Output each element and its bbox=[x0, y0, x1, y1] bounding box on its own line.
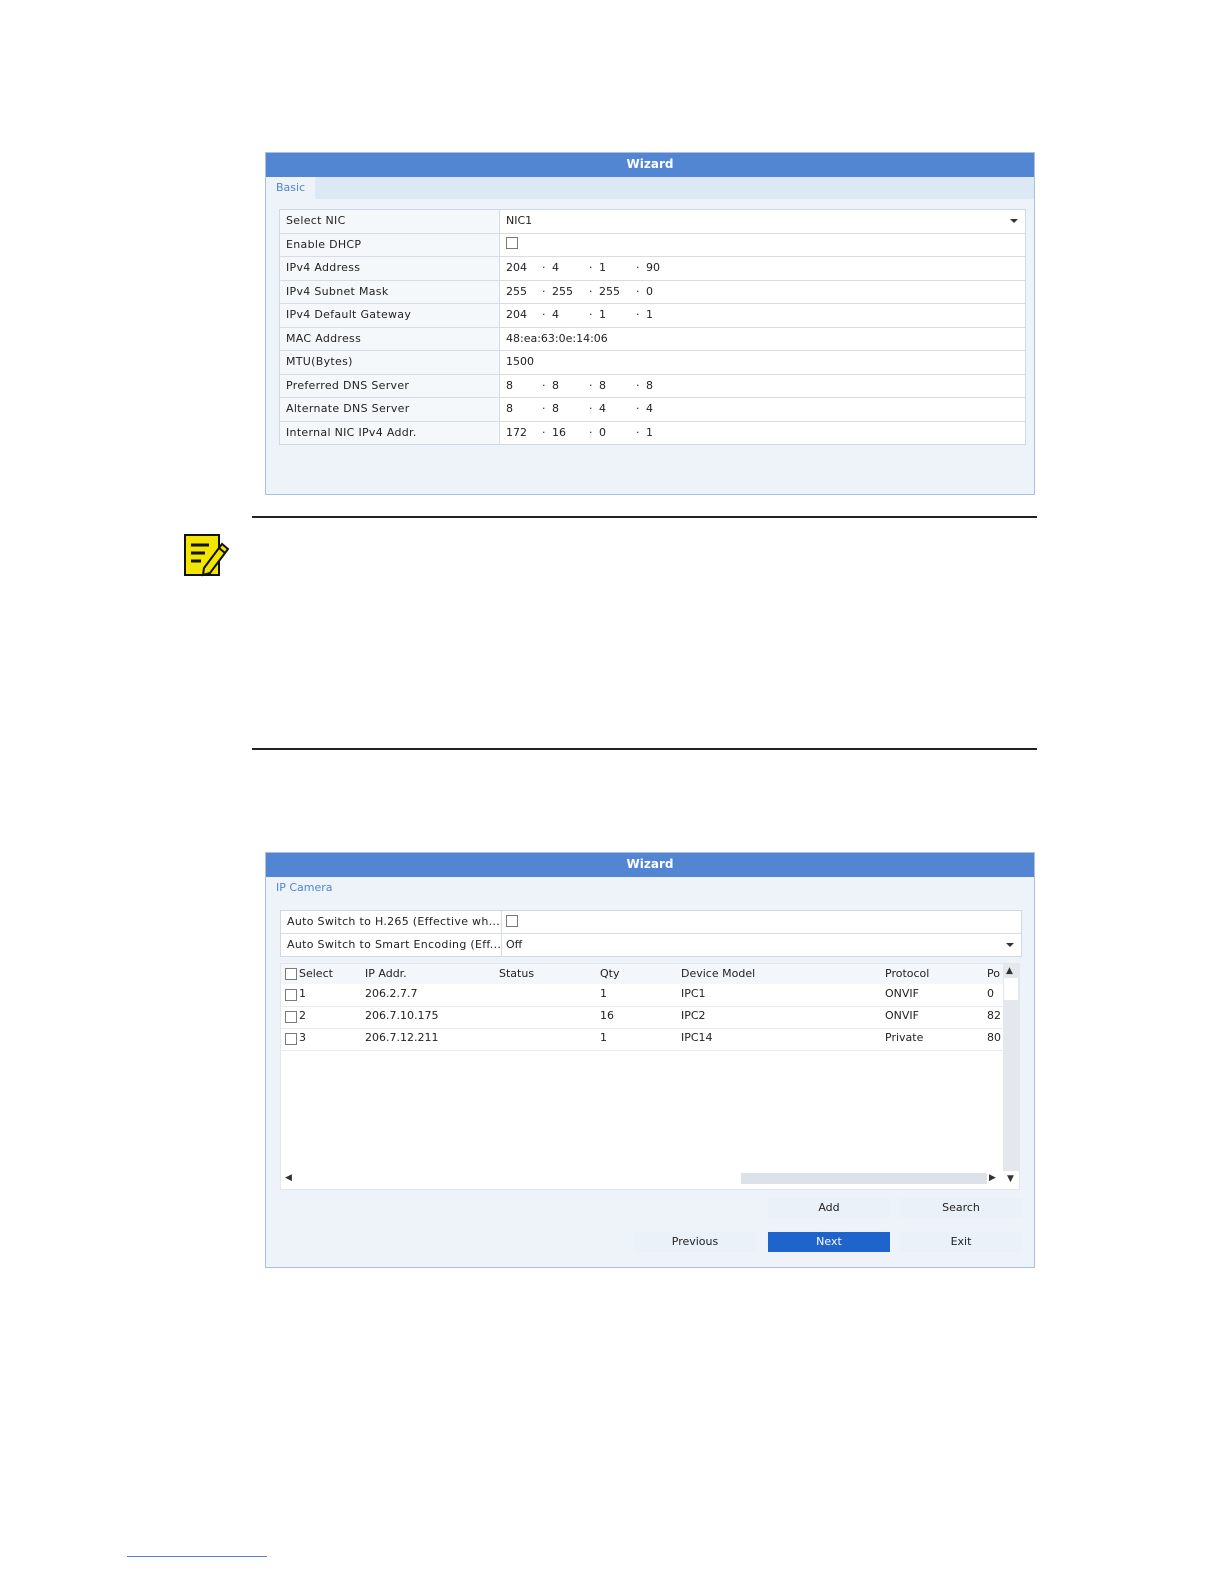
select-all-checkbox[interactable] bbox=[285, 968, 297, 980]
add-button[interactable]: Add bbox=[768, 1198, 890, 1218]
smart-encoding-select[interactable] bbox=[502, 934, 1021, 956]
field-label: Auto Switch to H.265 (Effective wh... bbox=[281, 911, 502, 933]
row-select-nic bbox=[280, 210, 1025, 234]
horizontal-scrollbar[interactable] bbox=[281, 1171, 1003, 1186]
ip-cell: 206.7.12.211 bbox=[365, 1031, 439, 1044]
tab-bar bbox=[266, 877, 1034, 899]
dot-separator: · bbox=[636, 308, 640, 321]
octet-1[interactable]: 204 bbox=[506, 308, 527, 321]
port-cell: 80 bbox=[987, 1031, 1001, 1044]
subnet-mask-input[interactable] bbox=[500, 281, 1025, 304]
note-pencil-icon bbox=[184, 532, 230, 578]
qty-cell: 16 bbox=[600, 1009, 614, 1022]
exit-button[interactable]: Exit bbox=[900, 1232, 1022, 1252]
dot-separator: · bbox=[589, 378, 593, 392]
field-label: MTU(Bytes) bbox=[280, 351, 500, 374]
row-auto-smart-encoding bbox=[281, 934, 1021, 956]
table-row[interactable] bbox=[281, 984, 1003, 1007]
field-label: Internal NIC IPv4 Addr. bbox=[280, 422, 500, 445]
model-cell: IPC14 bbox=[681, 1031, 713, 1044]
octet-4[interactable]: 1 bbox=[646, 308, 653, 321]
table-row[interactable] bbox=[281, 1028, 1003, 1051]
vertical-scroll-thumb[interactable] bbox=[1004, 978, 1018, 1000]
network-form bbox=[279, 209, 1026, 445]
previous-button[interactable]: Previous bbox=[634, 1232, 756, 1252]
scroll-left-icon[interactable]: ◀ bbox=[285, 1173, 292, 1183]
row-alternate-dns bbox=[280, 398, 1025, 422]
row-number: 1 bbox=[299, 987, 306, 1000]
ipv4-address-input[interactable] bbox=[500, 257, 1025, 280]
column-header[interactable]: IP Addr. bbox=[365, 967, 407, 980]
nic-select[interactable] bbox=[500, 210, 1025, 233]
row-checkbox[interactable] bbox=[285, 989, 297, 1001]
row-number: 2 bbox=[299, 1009, 306, 1022]
h265-cell bbox=[502, 911, 1021, 933]
dhcp-checkbox[interactable] bbox=[506, 237, 518, 249]
column-header[interactable]: Protocol bbox=[885, 967, 930, 980]
octet-4[interactable]: 1 bbox=[646, 425, 653, 439]
dot-separator: · bbox=[636, 402, 640, 415]
octet-2[interactable]: 16 bbox=[552, 425, 566, 439]
row-default-gateway bbox=[280, 304, 1025, 328]
ip-cell: 206.2.7.7 bbox=[365, 987, 418, 1000]
preferred-dns-input[interactable] bbox=[500, 375, 1025, 398]
note-bottom-rule bbox=[252, 748, 1037, 750]
dot-separator: · bbox=[542, 284, 546, 298]
dot-separator: · bbox=[636, 261, 640, 274]
table-header bbox=[281, 964, 1003, 984]
octet-2[interactable]: 4 bbox=[552, 261, 559, 274]
wizard-title: Wizard bbox=[266, 853, 1034, 877]
qty-cell: 1 bbox=[600, 1031, 607, 1044]
dot-separator: · bbox=[589, 402, 593, 415]
field-label: Preferred DNS Server bbox=[280, 375, 500, 398]
search-button[interactable]: Search bbox=[900, 1198, 1022, 1218]
octet-1[interactable]: 172 bbox=[506, 425, 527, 439]
row-auto-h265 bbox=[281, 911, 1021, 934]
protocol-cell: ONVIF bbox=[885, 1009, 919, 1022]
row-checkbox[interactable] bbox=[285, 1011, 297, 1023]
octet-3[interactable]: 1 bbox=[599, 261, 606, 274]
horizontal-scroll-thumb[interactable] bbox=[741, 1173, 987, 1184]
ip-cell: 206.7.10.175 bbox=[365, 1009, 439, 1022]
dot-separator: · bbox=[636, 378, 640, 392]
tab-bar bbox=[266, 177, 1034, 199]
dot-separator: · bbox=[542, 378, 546, 392]
dot-separator: · bbox=[542, 402, 546, 415]
protocol-cell: ONVIF bbox=[885, 987, 919, 1000]
octet-2[interactable]: 255 bbox=[552, 284, 573, 298]
chevron-down-icon[interactable] bbox=[1010, 219, 1018, 223]
vertical-scrollbar[interactable] bbox=[1003, 964, 1019, 1171]
field-label: Alternate DNS Server bbox=[280, 398, 500, 421]
octet-3[interactable]: 255 bbox=[599, 284, 620, 298]
octet-1[interactable]: 255 bbox=[506, 284, 527, 298]
chevron-down-icon[interactable] bbox=[1006, 943, 1014, 947]
port-cell: 82 bbox=[987, 1009, 1001, 1022]
camera-table bbox=[280, 963, 1020, 1190]
octet-3[interactable]: 0 bbox=[599, 425, 606, 439]
row-subnet-mask bbox=[280, 281, 1025, 305]
wizard-basic bbox=[265, 152, 1035, 495]
field-label: Select NIC bbox=[280, 210, 500, 233]
alternate-dns-input[interactable] bbox=[500, 398, 1025, 421]
dot-separator: · bbox=[636, 284, 640, 298]
octet-3[interactable]: 1 bbox=[599, 308, 606, 321]
row-number: 3 bbox=[299, 1031, 306, 1044]
octet-2[interactable]: 8 bbox=[552, 402, 559, 415]
nic-select-value: NIC1 bbox=[506, 214, 533, 227]
dot-separator: · bbox=[589, 425, 593, 439]
model-cell: IPC2 bbox=[681, 1009, 706, 1022]
field-label: IPv4 Subnet Mask bbox=[280, 281, 500, 304]
mac-address-value: 48:ea:63:0e:14:06 bbox=[506, 331, 608, 345]
dot-separator: · bbox=[542, 261, 546, 274]
row-checkbox[interactable] bbox=[285, 1033, 297, 1045]
h265-checkbox[interactable] bbox=[506, 915, 518, 927]
octet-2[interactable]: 4 bbox=[552, 308, 559, 321]
row-mac-address bbox=[280, 328, 1025, 352]
field-label: Enable DHCP bbox=[280, 234, 500, 257]
note-top-rule bbox=[252, 516, 1037, 518]
internal-nic-input[interactable] bbox=[500, 422, 1025, 445]
gateway-input[interactable] bbox=[500, 304, 1025, 327]
scroll-up-icon[interactable]: ▲ bbox=[1006, 966, 1013, 976]
mtu-input[interactable]: 1500 bbox=[506, 355, 534, 368]
protocol-cell: Private bbox=[885, 1031, 924, 1044]
octet-1[interactable]: 8 bbox=[506, 378, 513, 392]
column-header[interactable]: Po bbox=[987, 967, 1000, 980]
row-internal-nic bbox=[280, 422, 1025, 445]
dot-separator: · bbox=[589, 261, 593, 274]
scroll-right-icon[interactable]: ▶ bbox=[989, 1173, 996, 1183]
tab-basic[interactable]: Basic bbox=[266, 177, 315, 199]
dhcp-cell bbox=[500, 234, 1025, 257]
field-label: Auto Switch to Smart Encoding (Eff... bbox=[281, 934, 502, 956]
row-mtu bbox=[280, 351, 1025, 375]
next-button[interactable]: Next bbox=[768, 1232, 890, 1252]
octet-4[interactable]: 4 bbox=[646, 402, 653, 415]
dot-separator: · bbox=[542, 425, 546, 439]
octet-4[interactable]: 90 bbox=[646, 261, 660, 274]
dot-separator: · bbox=[589, 308, 593, 321]
octet-1[interactable]: 8 bbox=[506, 402, 513, 415]
wizard-title: Wizard bbox=[266, 153, 1034, 177]
octet-3[interactable]: 8 bbox=[599, 378, 606, 392]
octet-1[interactable]: 204 bbox=[506, 261, 527, 274]
field-label: IPv4 Default Gateway bbox=[280, 304, 500, 327]
row-ipv4-address bbox=[280, 257, 1025, 281]
smart-encoding-value: Off bbox=[506, 938, 523, 951]
column-header[interactable]: Device Model bbox=[681, 967, 756, 980]
dot-separator: · bbox=[636, 425, 640, 439]
row-preferred-dns bbox=[280, 375, 1025, 399]
column-header[interactable]: Qty bbox=[600, 967, 620, 980]
encoding-options bbox=[280, 910, 1022, 957]
octet-3[interactable]: 4 bbox=[599, 402, 606, 415]
qty-cell: 1 bbox=[600, 987, 607, 1000]
table-row[interactable] bbox=[281, 1006, 1003, 1029]
column-header[interactable]: Select bbox=[299, 967, 333, 980]
octet-4[interactable]: 8 bbox=[646, 378, 653, 392]
footer-link-underline bbox=[127, 1556, 267, 1557]
field-label: IPv4 Address bbox=[280, 257, 500, 280]
octet-4[interactable]: 0 bbox=[646, 284, 653, 298]
field-label: MAC Address bbox=[280, 328, 500, 351]
tab-ip-camera[interactable]: IP Camera bbox=[266, 877, 343, 899]
column-header[interactable]: Status bbox=[499, 967, 535, 980]
model-cell: IPC1 bbox=[681, 987, 706, 1000]
port-cell: 0 bbox=[987, 987, 994, 1000]
scroll-down-icon[interactable]: ▼ bbox=[1007, 1174, 1014, 1184]
row-enable-dhcp bbox=[280, 234, 1025, 258]
wizard-ip-camera bbox=[265, 852, 1035, 1268]
dot-separator: · bbox=[542, 308, 546, 321]
octet-2[interactable]: 8 bbox=[552, 378, 559, 392]
dot-separator: · bbox=[589, 284, 593, 298]
